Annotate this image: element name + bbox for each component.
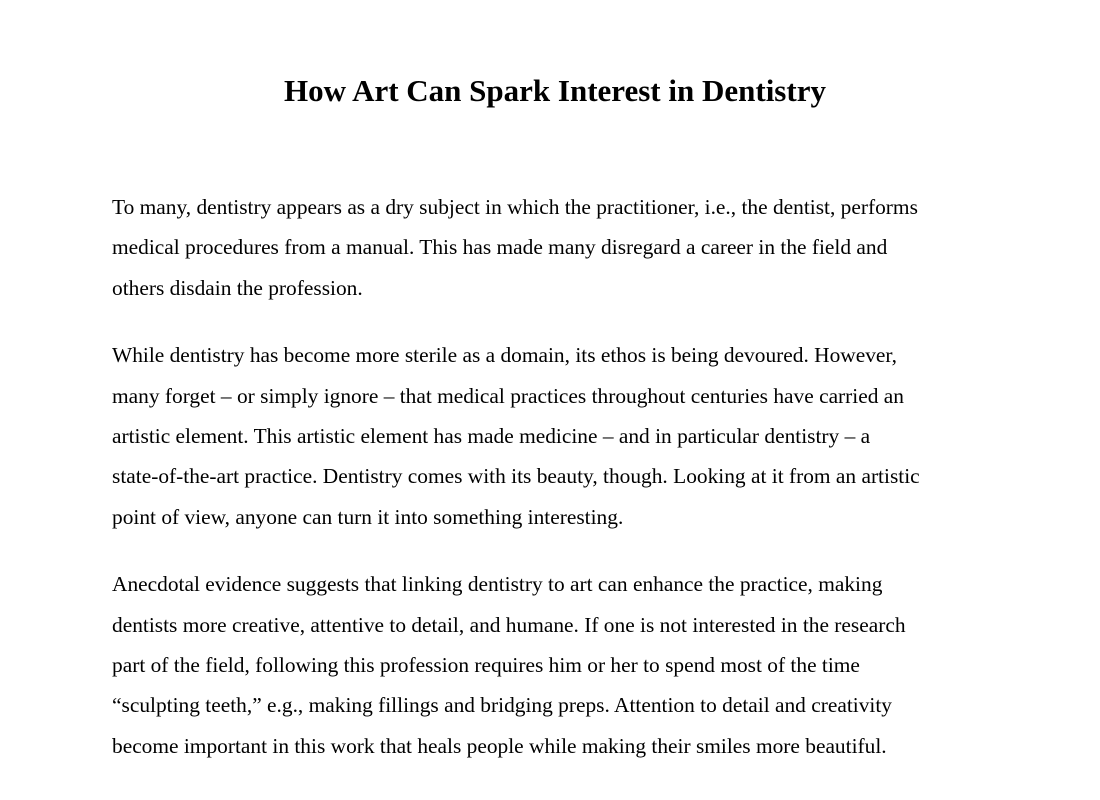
paragraph-3 (112, 564, 1012, 766)
document-title: How Art Can Spark Interest in Dentistry (284, 73, 826, 108)
paragraph-line: part of the field, following this profession requires him or her to spend most of the time (112, 653, 860, 678)
paragraph-line: To many, dentistry appears as a dry subject in which the practitioner, i.e., the dentist, performs (112, 195, 918, 219)
paragraph-line: Anecdotal evidence suggests that linking dentistry to art can enhance the practice, making (112, 572, 883, 597)
paragraph-2 (112, 335, 1012, 537)
paragraph-line: medical procedures from a manual. This has made many disregard a career in the field and (112, 235, 888, 260)
paragraph-line: state-of-the-art practice. Dentistry comes with its beauty, though. Looking at it from an artistic (112, 464, 920, 489)
paragraph-line: many forget – or simply ignore – that medical practices throughout centuries have carried an (112, 383, 904, 408)
paragraph-line: “sculpting teeth,” e.g., making fillings and bridging preps. Attention to detail and creativity (112, 693, 892, 718)
paragraph-line: dentists more creative, attentive to detail, and humane. If one is not interested in the research (112, 612, 906, 637)
document-body (112, 187, 1012, 793)
paragraph-line: others disdain the profession. (112, 275, 363, 300)
paragraph-line: While dentistry has become more sterile as a domain, its ethos is being devoured. However, (112, 343, 898, 368)
paragraph-line: point of view, anyone can turn it into something interesting. (112, 504, 624, 529)
paragraph-line: artistic element. This artistic element has made medicine – and in particular dentistry – a (112, 424, 871, 449)
paragraph-line: become important in this work that heals people while making their smiles more beautiful. (112, 733, 887, 758)
paragraph-1 (112, 187, 1012, 308)
